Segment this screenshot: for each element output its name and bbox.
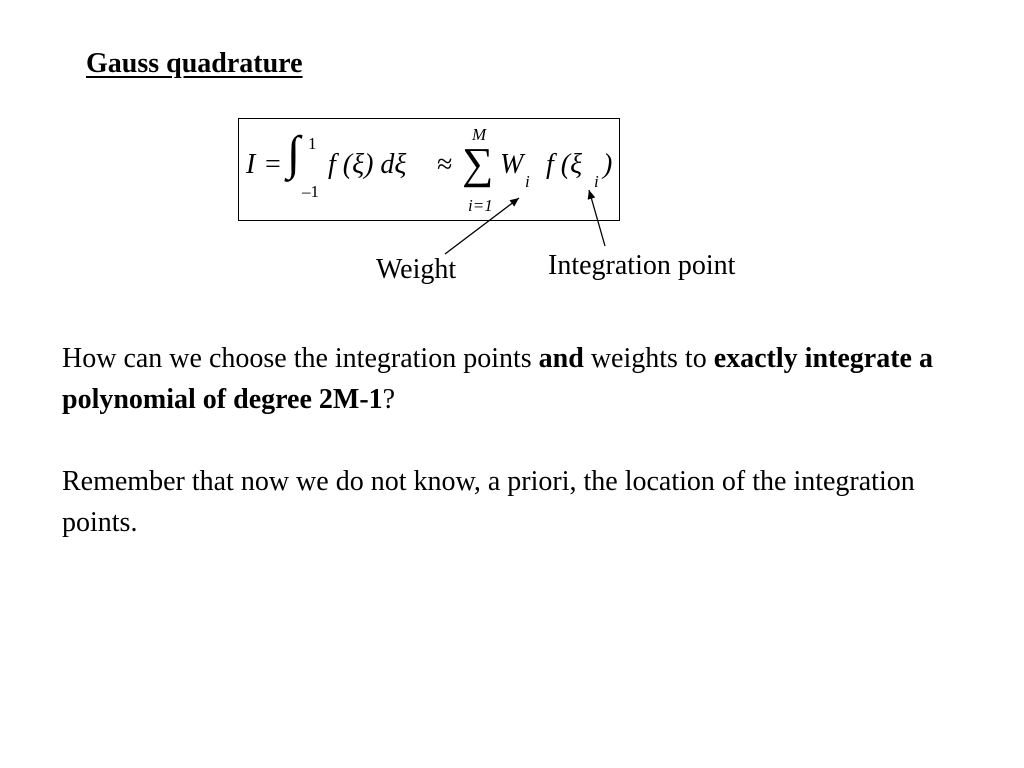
slide-title: Gauss quadrature [86, 48, 303, 79]
question-text-3: ? [382, 384, 396, 415]
integral-lower-limit: –1 [302, 182, 319, 201]
integration-point-label: Integration point [548, 250, 736, 281]
integral-upper-limit: 1 [308, 134, 317, 153]
weight-subscript: i [525, 172, 530, 191]
approx-sign: ≈ [437, 149, 453, 180]
sum-lower-limit: i=1 [468, 196, 493, 215]
question-bold-and: and [538, 343, 584, 374]
integration-point-arrow [589, 190, 605, 246]
weight-label: Weight [376, 254, 457, 285]
point-subscript: i [594, 172, 599, 191]
question-bold-exactly: exactly integrate a polynomial of degree 2M-1 [62, 343, 933, 415]
weight-symbol: W [500, 149, 524, 180]
sum-sign: ∑ [462, 139, 494, 188]
formula-lhs: I [246, 149, 256, 180]
question-paragraph [62, 338, 982, 420]
point-function: f (ξ [546, 149, 583, 180]
question-text-1: How can we choose the integration points [62, 343, 539, 374]
reminder-paragraph: Remember that now we do not know, a priori, the location of the integration points. [62, 466, 915, 538]
question-text-2: weights to [583, 343, 714, 374]
integral-sign: ∫ [287, 127, 301, 180]
point-function-close: ) [603, 149, 613, 180]
formula-equals: = [265, 149, 281, 180]
integrand: f (ξ) dξ [328, 149, 407, 180]
weight-arrow [445, 198, 519, 254]
sum-upper-limit: M [472, 125, 487, 144]
